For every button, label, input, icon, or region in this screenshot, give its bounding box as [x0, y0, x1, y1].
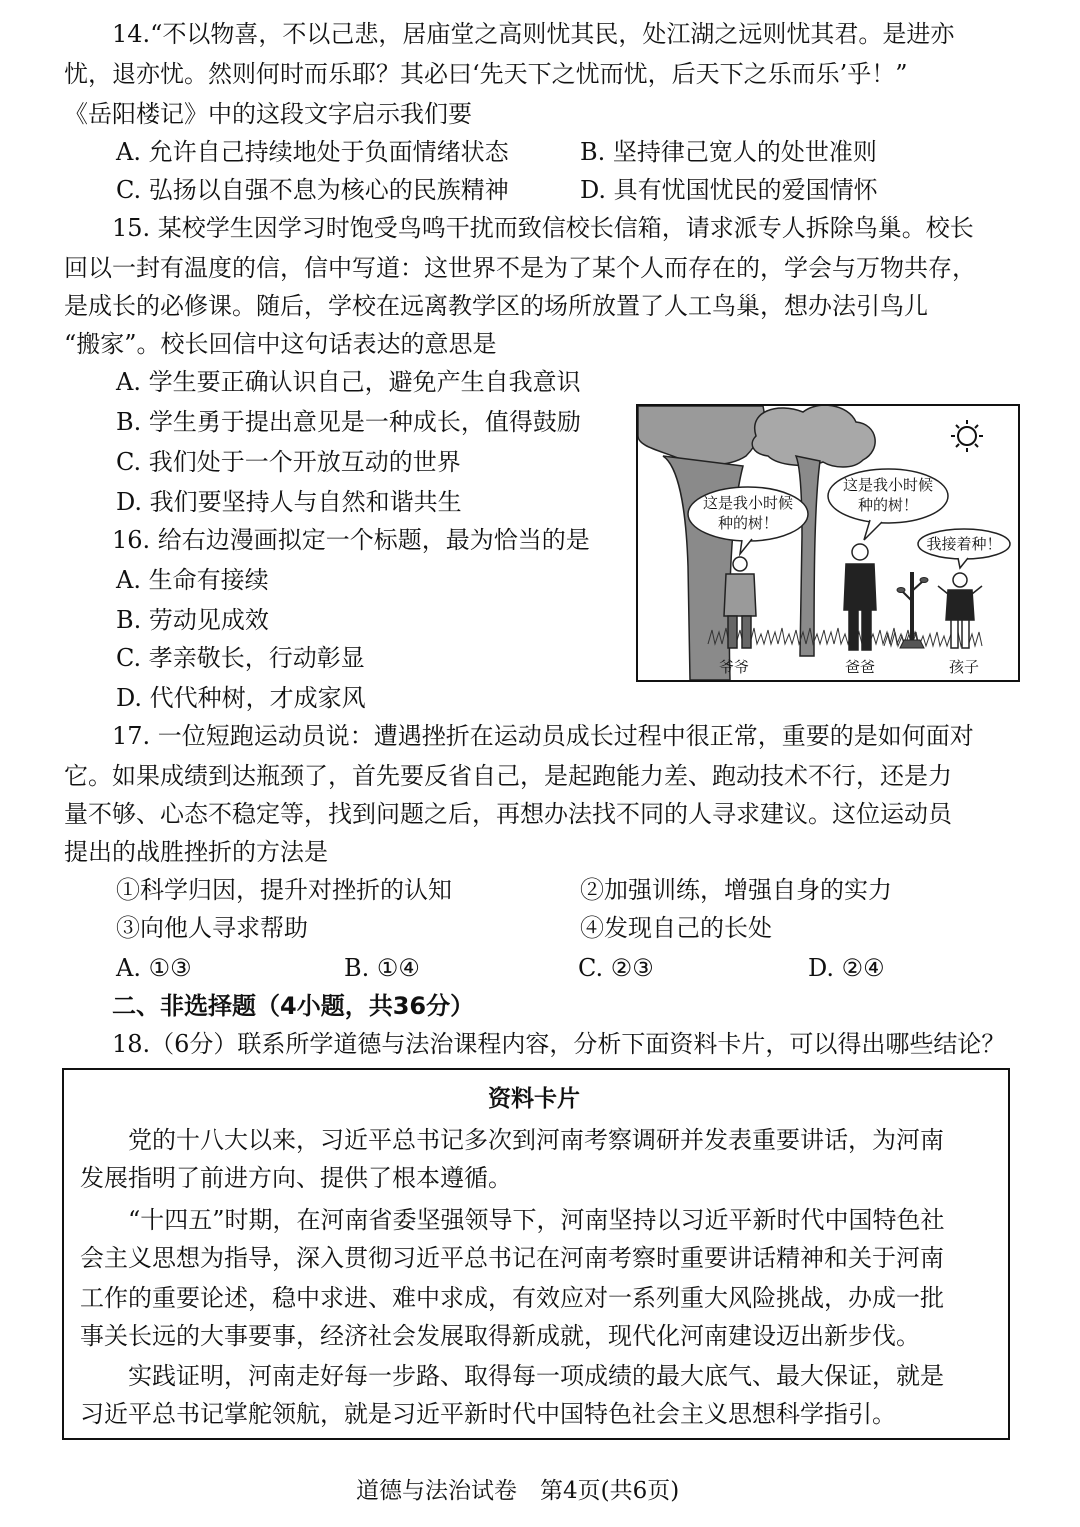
card-line-2: 发展指明了前进方向、提供了根本遵循。: [80, 1164, 512, 1192]
material-card: [62, 1068, 1010, 1440]
section-heading: 二、非选择题（4小题，共36分）: [112, 992, 475, 1020]
comic-illustration: [636, 404, 1020, 682]
q17-option-c: C. ②③: [578, 954, 654, 982]
q17-line-1: 17. 一位短跑运动员说：遭遇挫折在运动员成长过程中很正常，重要的是如何面对: [112, 722, 974, 750]
label-father: 爸爸: [844, 658, 876, 676]
card-line-1: 党的十八大以来，习近平总书记多次到河南考察调研并发表重要讲话，为河南: [128, 1126, 944, 1154]
q15-option-b: B. 学生勇于提出意见是一种成长，值得鼓励: [116, 408, 581, 436]
q17-option-a: A. ①③: [116, 954, 192, 982]
q17-line-2: 它。如果成绩到达瓶颈了，首先要反省自己，是起跑能力差、跑动技术不行，还是力: [64, 762, 952, 790]
card-line-6: 事关长远的大事要事，经济社会发展取得新成就，现代化河南建设迈出新步伐。: [80, 1322, 920, 1350]
q17-option-b: B. ①④: [344, 954, 420, 982]
q15-line-2: 回以一封有温度的信，信中写道：这世界不是为了某个人而存在的，学会与万物共存，: [64, 254, 976, 282]
bubble-father: [828, 469, 948, 540]
card-line-8: 习近平总书记掌舵领航，就是习近平新时代中国特色社会主义思想科学指引。: [80, 1400, 896, 1428]
q17-item-3: ③向他人寻求帮助: [116, 914, 308, 942]
bubble-grandpa-line-2: 种的树！: [717, 514, 779, 532]
q17-line-4: 提出的战胜挫折的方法是: [64, 838, 328, 866]
card-line-3: “十四五”时期，在河南省委坚强领导下，河南坚持以习近平新时代中国特色社: [128, 1206, 945, 1234]
q17-item-1: ①科学归因，提升对挫折的认知: [116, 876, 452, 904]
sun-icon: [951, 420, 983, 452]
label-grandpa: 爷爷: [718, 658, 750, 676]
q14-option-a: A. 允许自己持续地处于负面情绪状态: [116, 138, 509, 166]
q16-option-d: D. 代代种树，才成家风: [116, 684, 366, 712]
bubble-father-line-2: 种的树！: [857, 496, 919, 514]
card-line-4: 会主义思想为指导，深入贯彻习近平总书记在河南考察时重要讲话精神和关于河南: [80, 1244, 944, 1272]
q15-line-1: 15. 某校学生因学习时饱受鸟鸣干扰而致信校长信箱，请求派专人拆除鸟巢。校长: [112, 214, 974, 242]
q15-line-3: 是成长的必修课。随后，学校在远离教学区的场所放置了人工鸟巢，想办法引鸟儿: [64, 292, 928, 320]
q17-line-3: 量不够、心态不稳定等，找到问题之后，再想办法找不同的人寻求建议。这位运动员: [64, 800, 952, 828]
card-line-5: 工作的重要论述，稳中求进、难中求成，有效应对一系列重大风险挑战，办成一批: [80, 1284, 944, 1312]
bubble-child-text: 我接着种！: [926, 535, 1002, 553]
page-footer: 道德与法治试卷 第4页(共6页): [356, 1478, 680, 1504]
q16-option-a: A. 生命有接续: [116, 566, 269, 594]
q16-option-b: B. 劳动见成效: [116, 606, 269, 634]
q14-option-c: C. 弘扬以自强不息为核心的民族精神: [116, 176, 509, 204]
card-line-7: 实践证明，河南走好每一步路、取得每一项成绩的最大底气、最大保证，就是: [128, 1362, 944, 1390]
q15-option-c: C. 我们处于一个开放互动的世界: [116, 448, 461, 476]
q15-option-d: D. 我们要坚持人与自然和谐共生: [116, 488, 462, 516]
q16-stem: 16. 给右边漫画拟定一个标题，最为恰当的是: [112, 526, 590, 554]
bubble-father-line-1: 这是我小时候: [842, 476, 934, 494]
q16-option-c: C. 孝亲敬长，行动彰显: [116, 644, 365, 672]
q14-line-2: 忧，退亦忧。然则何时而乐耶？其必曰‘先天下之忧而忧，后天下之乐而乐’乎！”: [64, 60, 908, 88]
q14-line-3: 《岳阳楼记》中的这段文字启示我们要: [64, 100, 472, 128]
q15-option-a: A. 学生要正确认识自己，避免产生自我意识: [116, 368, 581, 396]
bubble-child: [918, 529, 1010, 568]
q17-item-2: ②加强训练，增强自身的实力: [580, 876, 892, 904]
q18-stem: 18.（6分）联系所学道德与法治课程内容，分析下面资料卡片，可以得出哪些结论？: [112, 1030, 1006, 1058]
q14-line-1: 14.“不以物喜，不以己悲，居庙堂之高则忧其民，处江湖之远则忧其君。是进亦: [112, 20, 955, 48]
card-title: 资料卡片: [488, 1086, 580, 1112]
bubble-grandpa-line-1: 这是我小时候: [702, 494, 794, 512]
q17-option-d: D. ②④: [808, 954, 885, 982]
q17-item-4: ④发现自己的长处: [580, 914, 772, 942]
q14-option-b: B. 坚持律己宽人的处世准则: [580, 138, 877, 166]
q15-line-4: “搬家”。校长回信中这句话表达的意思是: [64, 330, 497, 358]
q14-option-d: D. 具有忧国忧民的爱国情怀: [580, 176, 878, 204]
label-child: 孩子: [948, 658, 980, 676]
